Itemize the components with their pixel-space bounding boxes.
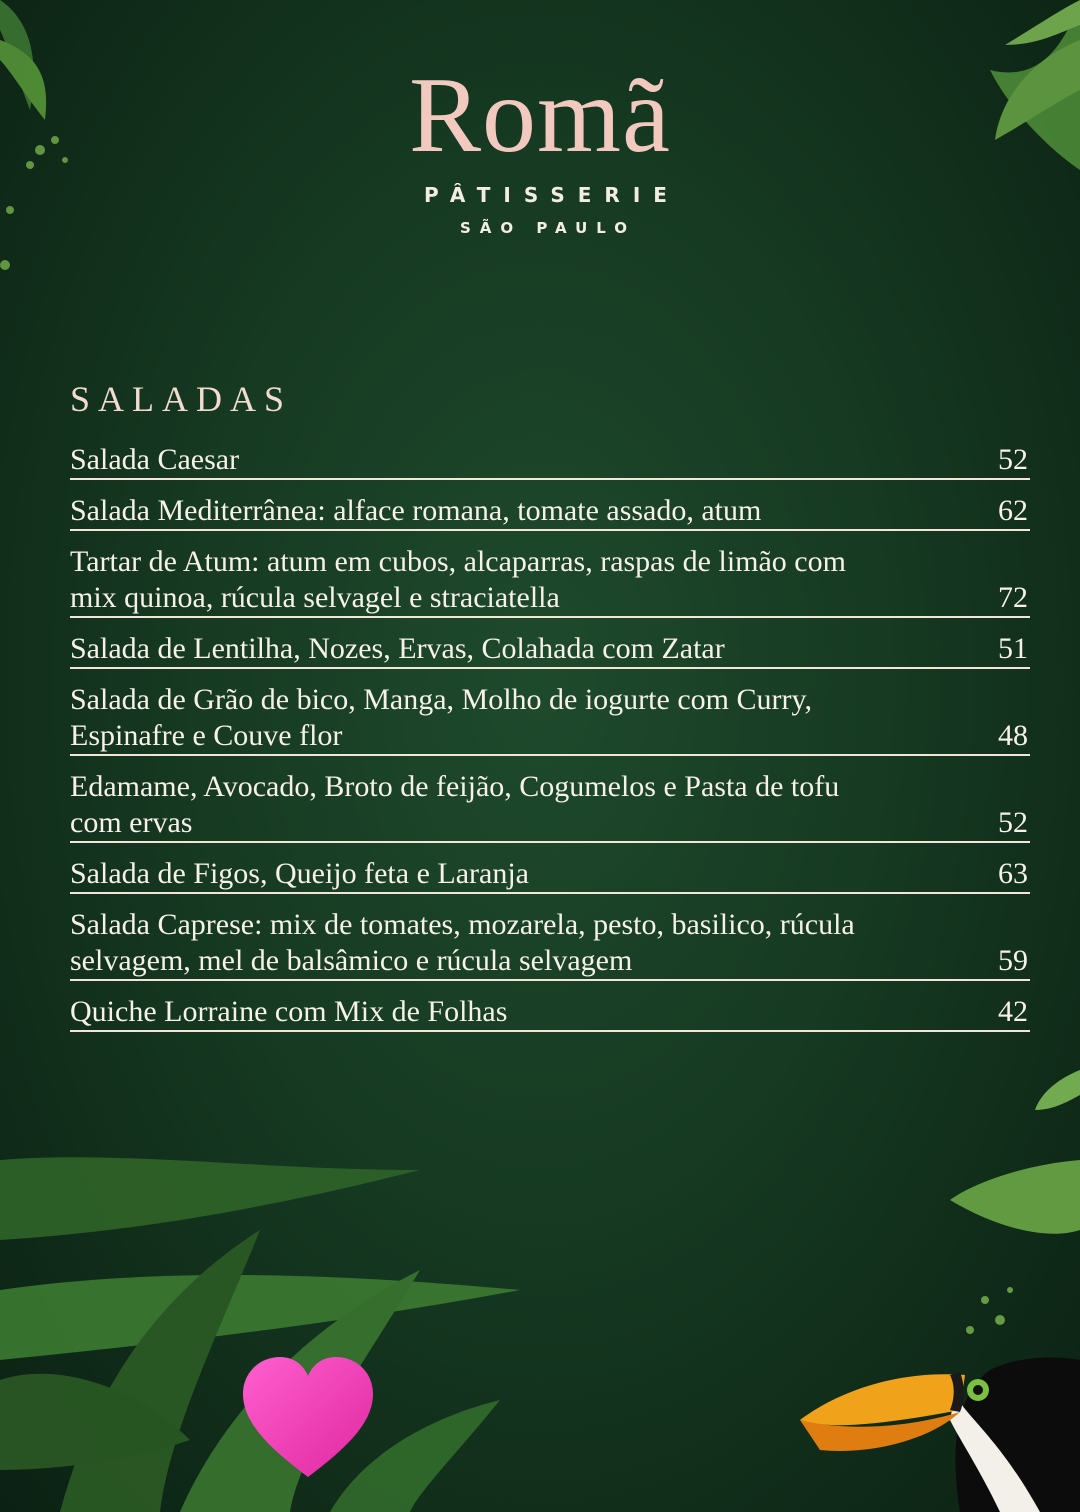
menu-item-price: 42	[998, 995, 1028, 1028]
menu-item	[70, 544, 1030, 618]
menu-item-price: 51	[998, 632, 1028, 665]
menu-item-name: Edamame, Avocado, Broto de feijão, Cogumelos e Pasta de tofu com ervas	[70, 770, 840, 839]
menu-item	[70, 907, 1030, 981]
menu-item	[70, 493, 1030, 531]
brand-subtitle: PÂTISSERIE	[424, 183, 680, 207]
menu-item-name: Salada de Figos, Queijo feta e Laranja	[70, 857, 529, 890]
menu-item	[70, 631, 1030, 669]
menu-item-price: 72	[998, 581, 1028, 614]
menu-item-price: 52	[998, 806, 1028, 839]
menu-item-name: Salada Mediterrânea: alface romana, tomate assado, atum	[70, 494, 762, 527]
section-title: SALADAS	[70, 379, 293, 419]
menu-item	[70, 994, 1030, 1032]
menu-item	[70, 442, 1030, 480]
menu-list	[70, 442, 1030, 1045]
brand-logo: Romã	[409, 56, 671, 175]
heart-sticker-icon	[238, 1352, 378, 1482]
menu-item	[70, 856, 1030, 894]
menu-item-name: Tartar de Atum: atum em cubos, alcaparras, raspas de limão com mix quinoa, rúcula selvagel e straciatella	[70, 545, 846, 614]
menu-item-price: 59	[998, 944, 1028, 977]
menu-item-name: Salada Caprese: mix de tomates, mozarela, pesto, basilico, rúcula selvagem, mel de balsâmico e rúcula selvagem	[70, 908, 855, 977]
menu-item-price: 52	[998, 443, 1028, 476]
menu-item-name: Quiche Lorraine com Mix de Folhas	[70, 995, 508, 1028]
menu-item	[70, 769, 1030, 843]
menu-item-name: Salada Caesar	[70, 443, 240, 476]
menu-item-price: 48	[998, 719, 1028, 752]
brand-city: SÃO PAULO	[459, 219, 637, 237]
menu-item-price: 63	[998, 857, 1028, 890]
menu-item-name: Salada de Lentilha, Nozes, Ervas, Colahada com Zatar	[70, 632, 725, 665]
menu-item-price: 62	[998, 494, 1028, 527]
menu-item	[70, 682, 1030, 756]
menu-item-name: Salada de Grão de bico, Manga, Molho de iogurte com Curry, Espinafre e Couve flor	[70, 683, 813, 752]
